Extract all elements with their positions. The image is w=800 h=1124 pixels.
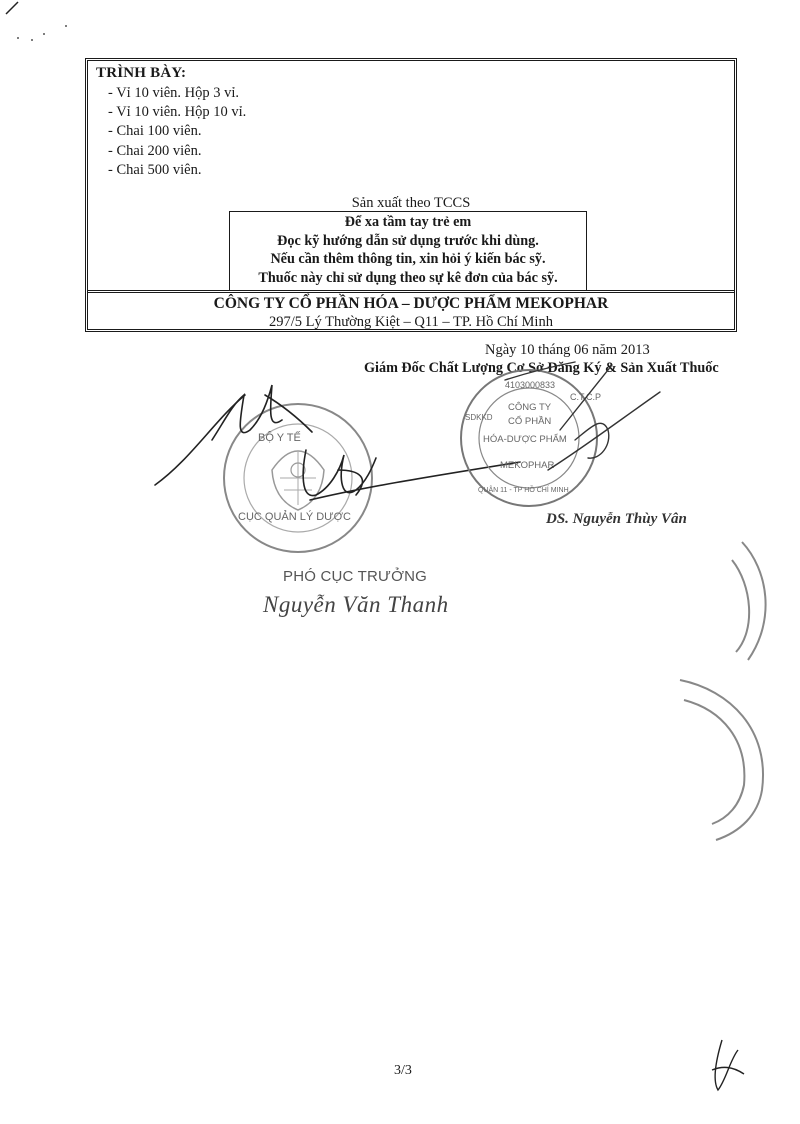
list-item: - Chai 500 viên. — [108, 161, 246, 180]
svg-text:C.T.C.P: C.T.C.P — [570, 392, 602, 402]
manufacturing-standard: Sản xuất theo TCCS — [351, 195, 471, 211]
warning-line: Để xa tầm tay trẻ em — [344, 214, 472, 230]
warning-line: Thuốc này chỉ sử dụng theo sự kê đơn của bác sỹ. — [258, 269, 558, 286]
svg-text:CỤC QUẢN LÝ DƯỢC: CỤC QUẢN LÝ DƯỢC — [238, 511, 351, 523]
company-seal-icon — [461, 370, 601, 506]
company-name: CÔNG TY CỔ PHẦN HÓA – DƯỢC PHẨM MEKOPHAR — [213, 295, 609, 312]
list-item: - Vỉ 10 viên. Hộp 10 vỉ. — [108, 103, 246, 122]
svg-text:MEKOPHAR: MEKOPHAR — [500, 460, 555, 471]
page-number: 3/3 — [394, 1063, 412, 1078]
svg-text:SDKKD: SDKKD — [465, 413, 493, 422]
company-address: 297/5 Lý Thường Kiệt – Q11 – TP. Hồ Chí Minh — [269, 314, 553, 330]
list-item: - Chai 200 viên. — [108, 142, 246, 161]
scan-mark — [6, 2, 18, 14]
svg-text:4103000833: 4103000833 — [505, 380, 556, 390]
svg-text:HÓA-DƯỢC PHẨM: HÓA-DƯỢC PHẨM — [483, 434, 567, 445]
scan-dots — [17, 25, 67, 41]
approver-signature-icon — [155, 385, 520, 500]
warning-line: Nếu cần thêm thông tin, xin hỏi ý kiến bác sỹ. — [270, 251, 546, 268]
deputy-director-name: Nguyễn Văn Thanh — [263, 592, 449, 617]
svg-text:QUẬN 11 - TP HỒ CHÍ MINH: QUẬN 11 - TP HỒ CHÍ MINH — [478, 487, 569, 494]
warning-line: Đọc kỹ hướng dẫn sử dụng trước khi dùng. — [277, 232, 539, 249]
svg-text:CỔ PHẦN: CỔ PHẦN — [508, 416, 552, 427]
svg-text:CÔNG TY: CÔNG TY — [508, 402, 552, 413]
deputy-director-title: PHÓ CỤC TRƯỞNG — [283, 568, 428, 585]
signatory-title: Giám Đốc Chất Lượng Cơ Sở Đăng Ký & Sản Xuất Thuốc — [364, 360, 719, 376]
signatory-name: DS. Nguyễn Thùy Vân — [546, 511, 687, 527]
partial-stamp-icon — [680, 680, 763, 840]
ministry-seal-icon — [224, 404, 372, 552]
svg-text:BỘ Y TẾ: BỘ Y TẾ — [258, 432, 301, 444]
partial-stamp-icon — [732, 542, 766, 660]
initials-icon — [712, 1040, 744, 1090]
packaging-title: TRÌNH BÀY: — [96, 65, 187, 81]
list-item: - Chai 100 viên. — [108, 122, 246, 141]
list-item: - Vỉ 10 viên. Hộp 3 vỉ. — [108, 84, 246, 103]
signature-date: Ngày 10 tháng 06 năm 2013 — [485, 342, 650, 358]
